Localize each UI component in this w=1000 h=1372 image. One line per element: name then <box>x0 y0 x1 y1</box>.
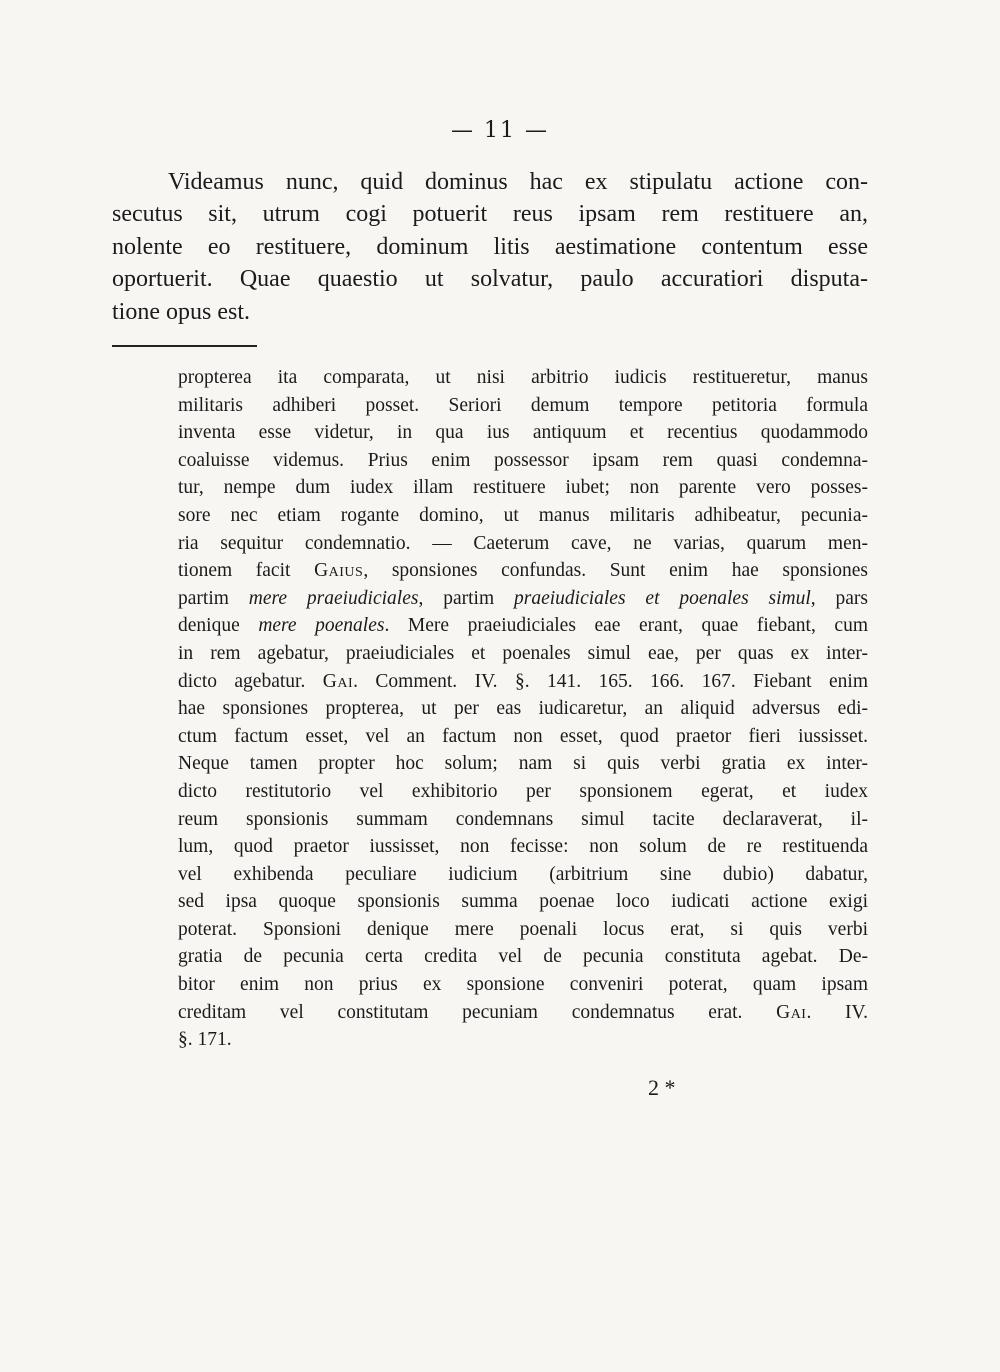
footnote-line: dicto restitutorio vel exhibitorio per sponsionem egerat, et iudex <box>178 780 868 802</box>
footnote-line: sed ipsa quoque sponsionis summa poenae loco iudicati actione exigi <box>178 891 868 913</box>
footnote-line: ria sequitur condemnatio. — Caeterum cave, ne varias, quarum men- <box>178 532 868 554</box>
footnote-line <box>178 612 868 640</box>
footnote-text: , sponsiones confundas. Sunt enim hae sponsiones <box>363 560 868 582</box>
main-paragraph <box>112 166 868 328</box>
footnote-line: poterat. Sponsioni denique mere poenali locus erat, si quis verbi <box>178 918 868 940</box>
author-name: Gai <box>322 670 354 692</box>
footnote-line: §. 171. <box>178 1029 232 1051</box>
footnote <box>178 364 868 1054</box>
footnote-line: militaris adhiberi posset. Seriori demum tempore petitoria formula <box>178 394 868 416</box>
footnote-text: partim <box>178 587 229 609</box>
author-name: Gai <box>776 1001 807 1023</box>
italic-term: mere praeiudiciales <box>248 587 419 609</box>
main-line: secutus sit, utrum cogi potuerit reus ipsam rem restituere an, <box>112 201 868 228</box>
footnote-line: gratia de pecunia certa credita vel de pecunia constituta agebat. De- <box>178 946 868 968</box>
footnote-line: hae sponsiones propterea, ut per eas iudicaretur, an aliquid adversus edi- <box>178 698 868 720</box>
footnote-line: lum, quod praetor iussisset, non fecisse: non solum de re restituenda <box>178 836 868 858</box>
author-name: Gaius <box>314 560 364 582</box>
main-line: Videamus nunc, quid dominus hac ex stipulatu actione con- <box>168 169 868 195</box>
italic-term: praeiudiciales et poenales simul <box>513 587 811 609</box>
main-line: oportuerit. Quae quaestio ut solvatur, paulo accuratiori disputa- <box>112 266 868 293</box>
footnote-text: creditam vel constitutam pecuniam condemnatus erat. <box>178 1001 743 1023</box>
footnote-line <box>178 999 868 1027</box>
footnote-text: . Mere praeiudiciales eae erant, quae fiebant, cum <box>384 615 868 637</box>
footnote-line: Neque tamen propter hoc solum; nam si quis verbi gratia ex inter- <box>178 753 868 775</box>
main-line: nolente eo restituere, dominum litis aestimatione contentum esse <box>112 233 868 260</box>
footnote-line: ctum factum esset, vel an factum non esset, quod praetor fieri iussisset. <box>178 725 868 747</box>
footnote-line: bitor enim non prius ex sponsione conveniri poterat, quam ipsam <box>178 974 868 996</box>
footnote-text: . Comment. IV. §. 141. 165. 166. 167. Fiebant enim <box>353 670 868 692</box>
main-line: tione opus est. <box>112 298 250 325</box>
footnote-text: denique <box>178 615 240 637</box>
footnote-line: in rem agebatur, praeiudiciales et poenales simul eae, per quas ex inter- <box>178 642 868 664</box>
italic-term: mere poenales <box>258 615 385 637</box>
footnote-line: inventa esse videtur, in qua ius antiquum et recentius quodammodo <box>178 422 868 444</box>
footnote-line: coaluisse videmus. Prius enim possessor ipsam rem quasi condemna- <box>178 449 868 471</box>
signature-mark: 2 * <box>648 1075 676 1100</box>
footnote-separator-rule <box>112 345 257 347</box>
footnote-text: dicto agebatur. <box>178 670 306 692</box>
footnote-line: reum sponsionis summam condemnans simul tacite declaraverat, il- <box>178 808 868 830</box>
footnote-line: sore nec etiam rogante domino, ut manus militaris adhibeatur, pecunia- <box>178 504 868 526</box>
footnote-line <box>178 557 868 585</box>
footnote-text: , partim <box>418 587 495 609</box>
footnote-text: , pars <box>810 587 869 609</box>
page-number: — 11 — <box>451 118 549 143</box>
footnote-text: . IV. <box>806 1001 868 1023</box>
footnote-line: tur, nempe dum iudex illam restituere iubet; non parente vero posses- <box>178 477 868 499</box>
footnote-line <box>178 668 868 696</box>
footnote-text: tionem facit <box>178 560 291 582</box>
footnote-line: propterea ita comparata, ut nisi arbitrio iudicis restitueretur, manus <box>178 367 868 388</box>
footnote-line <box>178 585 868 613</box>
footnote-line: vel exhibenda peculiare iudicium (arbitrium sine dubio) dabatur, <box>178 863 868 885</box>
